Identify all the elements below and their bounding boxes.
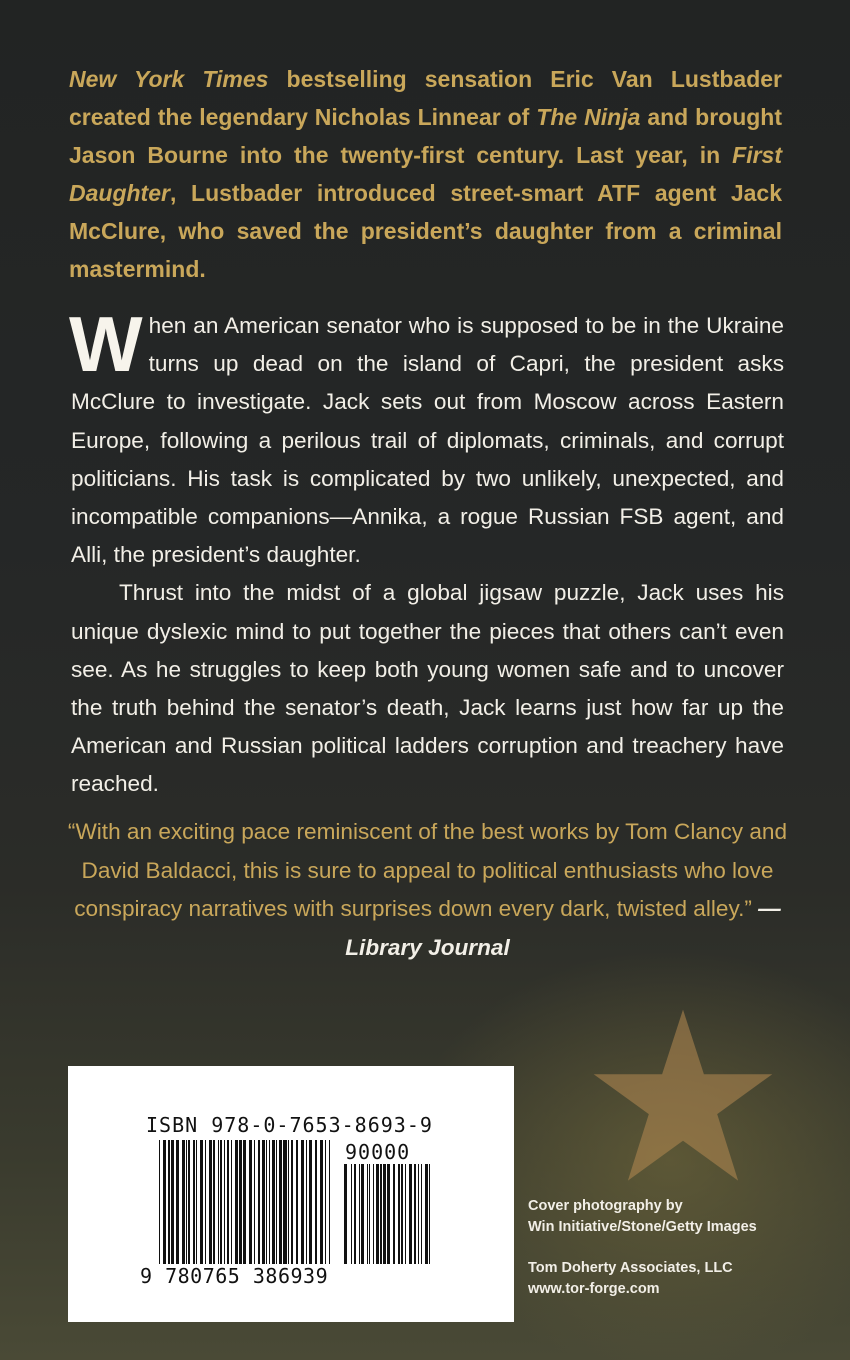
author-blurb bbox=[69, 60, 782, 288]
blurb-text-3: , Lustbader introduced street-smart ATF agent Jack McClure, who saved the president’s daughter from a criminal mastermind. bbox=[69, 180, 782, 282]
publisher-website[interactable]: www.tor-forge.com bbox=[528, 1281, 660, 1297]
book-title-ninja: The Ninja bbox=[536, 104, 641, 130]
isbn-label: ISBN 978-0-7653-8693-9 bbox=[146, 1113, 433, 1137]
synopsis-paragraph-2: Thrust into the midst of a global jigsaw puzzle, Jack uses his unique dyslexic mind to put together the pieces that others can’t even see. As he struggles to keep both young women safe and to uncover the truth behind the senator’s death, Jack learns just how far up the American and Russian political ladders corruption and treachery have reached. bbox=[71, 580, 784, 797]
review-quote-text: “With an exciting pace reminiscent of the best works by Tom Clancy and David Baldacci, this is sure to appeal to political enthusiasts who love conspiracy narratives with surprises down every dark, twisted alley.” bbox=[67, 819, 788, 921]
drop-cap: W bbox=[69, 300, 143, 388]
review-quote bbox=[60, 813, 795, 967]
barcode-number: 9 780765 386939 bbox=[140, 1264, 329, 1288]
barcode-icon bbox=[159, 1140, 331, 1264]
blurb-text-1: bestselling sensation Eric Van Lustbader created the legendary Nicholas Linnear of bbox=[69, 66, 782, 130]
publisher-name: Tom Doherty Associates, LLC bbox=[528, 1260, 733, 1276]
photo-credit-line-1: Cover photography by bbox=[528, 1198, 683, 1214]
addon-barcode-icon bbox=[344, 1164, 430, 1264]
blurb-text-2: and brought Jason Bourne into the twenty-first century. Last year, in bbox=[69, 104, 783, 168]
book-title-first-daughter: First Daughter bbox=[69, 142, 782, 206]
review-source: —Library Journal bbox=[345, 896, 781, 960]
newspaper-name: New York Times bbox=[69, 66, 269, 92]
synopsis bbox=[69, 300, 784, 804]
price-code: 90000 bbox=[345, 1140, 411, 1164]
synopsis-paragraph-1 bbox=[69, 300, 784, 574]
credits bbox=[528, 1196, 828, 1300]
star-icon bbox=[588, 1002, 778, 1192]
photo-credit-line-2: Win Initiative/Stone/Getty Images bbox=[528, 1219, 757, 1235]
synopsis-paragraph-1-text: hen an American senator who is supposed to be in the Ukraine turns up dead on the island of Capri, the president asks McClure to investigate. Jack sets out from Moscow across Eastern Europe, following a perilous trail of diplomats, criminals, and corrupt politicians. His task is complicated by two unlikely, unexpected, and incompatible companions—Annika, a rogue Russian FSB agent, and Alli, the president’s daughter. bbox=[71, 313, 784, 568]
